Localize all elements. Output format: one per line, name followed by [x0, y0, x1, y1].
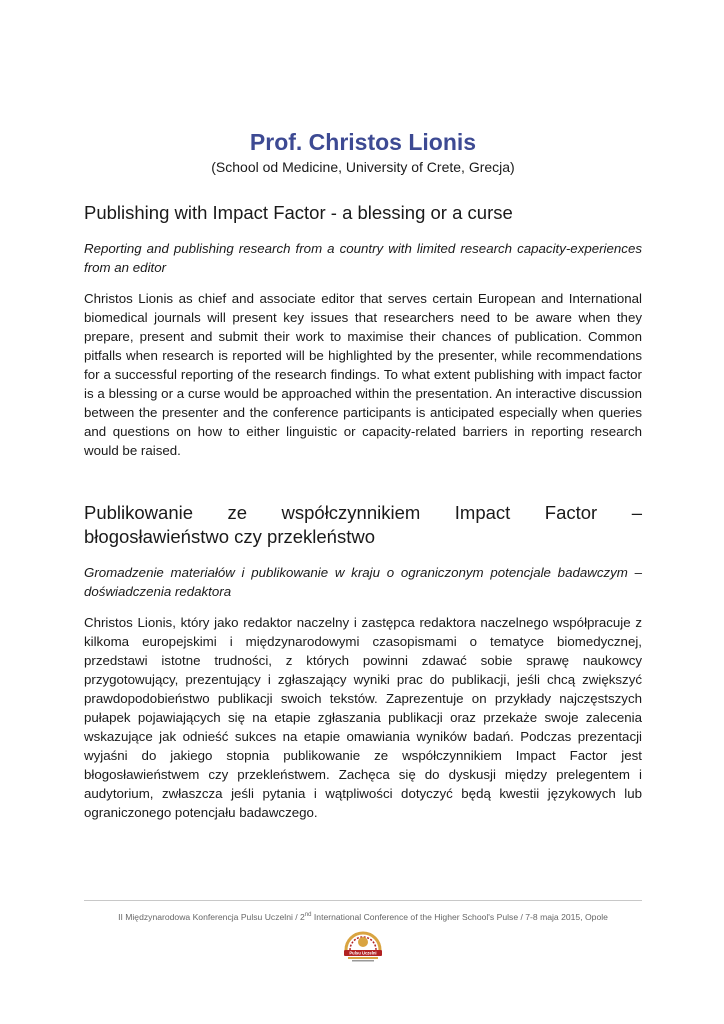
footer-divider — [84, 900, 642, 901]
conference-logo-icon — [338, 928, 388, 964]
english-body: Christos Lionis as chief and associate editor that serves certain European and International biomedical journals will present key issues that researchers need to be aware when they prepare, present and submit their work to maximise their chances of publication. Common pitfalls when research is reported will be highlighted by the presenter, while recommendations for a successful reporting of the research findings. To what extent publishing with impact factor is a blessing or a curse would be approached within the presentation. An interactive discussion between the presenter and the conference participants is anticipated especially when queries and questions on how to either linguistic or capacity-related barriers in reporting research would be raised. — [84, 291, 642, 458]
document-page — [84, 0, 642, 822]
polish-subtitle: Gromadzenie materiałów i publikowanie w kraju o ograniczonym potencjale badawczym – doświadczenia redaktora — [84, 565, 642, 599]
footer-text-part-a: II Międzynarodowa Konferencja Pulsu Uczelni / 2 — [118, 911, 305, 922]
footer-text — [84, 909, 642, 923]
footer-superscript: nd — [304, 912, 312, 918]
speaker-name: Prof. Christos Lionis — [249, 129, 477, 155]
polish-body: Christos Lionis, który jako redaktor naczelny i zastępca redaktora naczelnego współpracuje z kilkoma europejskimi i międzynarodowymi czasopismami o tematyce biomedycznej, przedstawi istotne trudności, z których powinni zdawać sobie sprawę naukowcy przygotowujący, prezentujący i zgłaszający wyniki prac do publikacji, jeśli chcą zwiększyć prawdopodobieństwo publikacji swoich tekstów. Zaprezentuje on przykłady najczęstszych pułapek pojawiających się na etapie zgłaszania publikacji oraz przekaże swoje zalecenia wskazujące jak odnieść sukces na etapie omawiania wyników badań. Podczas prezentacji wyjaśni do jakiego stopnia publikowanie ze współczynnikiem Impact Factor jest błogosławieństwem czy przekleństwem. Zachęca się do dyskusji między prelegentem i audytorium, zwłaszcza jeśli pytania i wątpliwości dotyczyć będą kwestii językowych lub ograniczonego potencjału badawczego. — [84, 615, 642, 820]
footer-text-part-b: International Conference of the Higher School's Pulse / 7-8 maja 2015, Opole — [311, 911, 608, 922]
logo-text: Pulsu Uczelni — [349, 950, 377, 956]
english-subtitle: Reporting and publishing research from a country with limited research capacity-experiences from an editor — [84, 241, 642, 275]
polish-title: Publikowanie ze współczynnikiem Impact Factor – błogosławieństwo czy przekleństwo — [84, 502, 642, 547]
speaker-affiliation: (School od Medicine, University of Crete, Grecja) — [211, 159, 515, 175]
english-title: Publishing with Impact Factor - a blessing or a curse — [84, 202, 513, 223]
